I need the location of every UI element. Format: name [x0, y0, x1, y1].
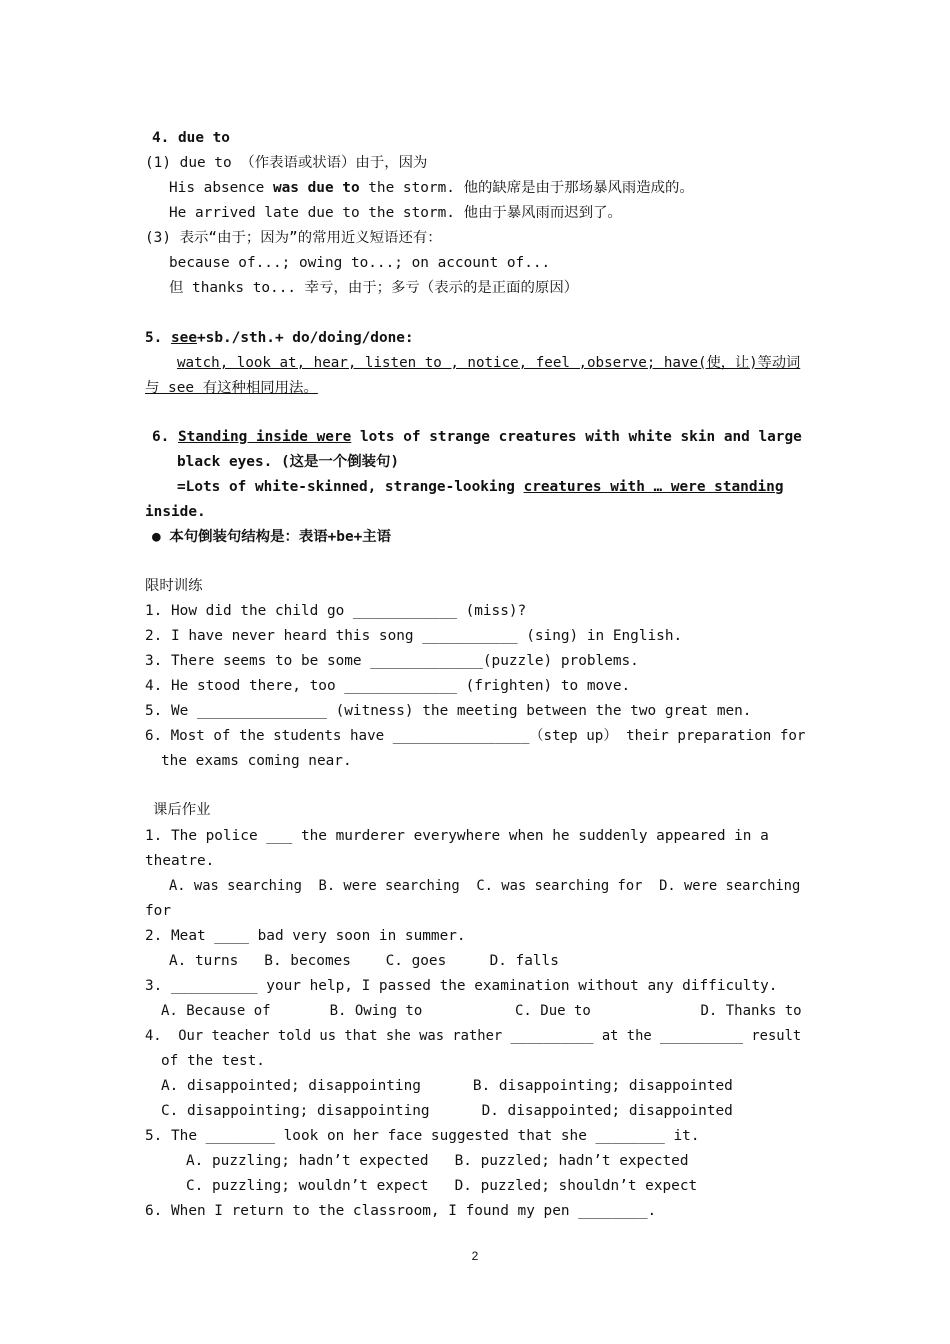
section-6-line-3: [177, 478, 783, 496]
homework-question-4-options-ab: A. disappointed; disappointing B. disappointing; disappointed: [161, 1078, 733, 1094]
section-number: 5.: [145, 330, 171, 346]
section-5-pattern: +sb./sth.+ do/doing/done:: [197, 330, 414, 346]
drill-question-3: 3. There seems to be some _____________(puzzle) problems.: [145, 653, 639, 669]
homework-question-4-cont: of the test.: [161, 1053, 265, 1069]
drill-question-4: 4. He stood there, too _____________ (frighten) to move.: [145, 678, 631, 694]
section-4-title: 4. due to: [152, 130, 230, 146]
homework-question-1: 1. The police ___ the murderer everywhere when he suddenly appeared in a: [145, 828, 769, 844]
homework-question-2-options: A. turns B. becomes C. goes D. falls: [169, 953, 559, 969]
bold-phrase: was due to: [272, 180, 360, 196]
section-5-title: [145, 329, 414, 347]
section-6-line-1: [152, 428, 802, 446]
homework-question-6: 6. When I return to the classroom, I found my pen ________.: [145, 1203, 657, 1219]
inverted-phrase: Standing inside were: [178, 429, 352, 445]
homework-question-2: 2. Meat ____ bad very soon in summer.: [145, 928, 466, 944]
section-6-line-4: inside.: [145, 504, 206, 520]
homework-question-1-options-cont: for: [145, 903, 171, 919]
section-6-line-2: black eyes. (这是一个倒装句): [177, 454, 400, 470]
homework-question-3-options: A. Because of B. Owing to C. Due to D. Thanks to: [161, 1003, 802, 1019]
homework-question-5: 5. The ________ look on her face suggested that she ________ it.: [145, 1128, 700, 1144]
homework-heading: 课后作业: [153, 802, 211, 818]
drill-question-1: 1. How did the child go ____________ (miss)?: [145, 603, 527, 619]
section-4-example-1: [169, 179, 694, 197]
homework-question-5-options-cd: C. puzzling; wouldn’t expect D. puzzled; shouldn’t expect: [186, 1178, 698, 1194]
drill-heading: 限时训练: [145, 578, 203, 594]
section-number: 6.: [152, 429, 178, 445]
section-6-text: =Lots of white-skinned, strange-looking: [177, 479, 524, 495]
drill-question-5: 5. We _______________ (witness) the meeting between the two great men.: [145, 703, 752, 719]
homework-question-1-cont: theatre.: [145, 853, 215, 869]
drill-question-2: 2. I have never heard this song ___________ (sing) in English.: [145, 628, 683, 644]
section-4-line-3: (3) 表示“由于；因为”的常用近义短语还有：: [145, 230, 442, 246]
page-number: 2: [471, 1249, 479, 1263]
section-6-text: lots of strange creatures with white skin and large: [351, 429, 802, 445]
section-5-line-2: 与 see 有这种相同用法。: [145, 380, 318, 396]
section-4-example-2: He arrived late due to the storm. 他由于暴风雨而迟到了。: [169, 205, 622, 221]
homework-question-5-options-ab: A. puzzling; hadn’t expected B. puzzled; hadn’t expected: [186, 1153, 689, 1169]
drill-question-6: 6. Most of the students have ________________（step up） their preparation for: [145, 728, 806, 744]
drill-question-6-cont: the exams coming near.: [161, 753, 352, 769]
section-5-line-1: watch, look at, hear, listen to , notice, feel ,observe; have(使，让)等动词: [177, 355, 801, 371]
example-text: His absence: [169, 180, 273, 196]
section-4-line-1: (1) due to （作表语或状语）由于，因为: [145, 155, 428, 171]
homework-question-4: 4. Our teacher told us that she was rather __________ at the __________ result: [145, 1028, 802, 1044]
section-4-synonyms: because of...; owing to...; on account of...: [169, 255, 551, 271]
underlined-phrase: creatures with … were standing: [523, 479, 784, 495]
homework-question-1-options: A. was searching B. were searching C. was searching for D. were searching: [169, 878, 801, 894]
section-4-thanks-to: 但 thanks to... 幸亏，由于；多亏（表示的是正面的原因）: [169, 280, 579, 296]
see-word: see: [171, 330, 197, 346]
homework-question-4-options-cd: C. disappointing; disappointing D. disappointed; disappointed: [161, 1103, 733, 1119]
section-6-bullet: ● 本句倒装句结构是：表语+be+主语: [152, 529, 392, 545]
example-text: the storm. 他的缺席是由于那场暴风雨造成的。: [359, 180, 694, 196]
homework-question-3: 3. __________ your help, I passed the examination without any difficulty.: [145, 978, 778, 994]
